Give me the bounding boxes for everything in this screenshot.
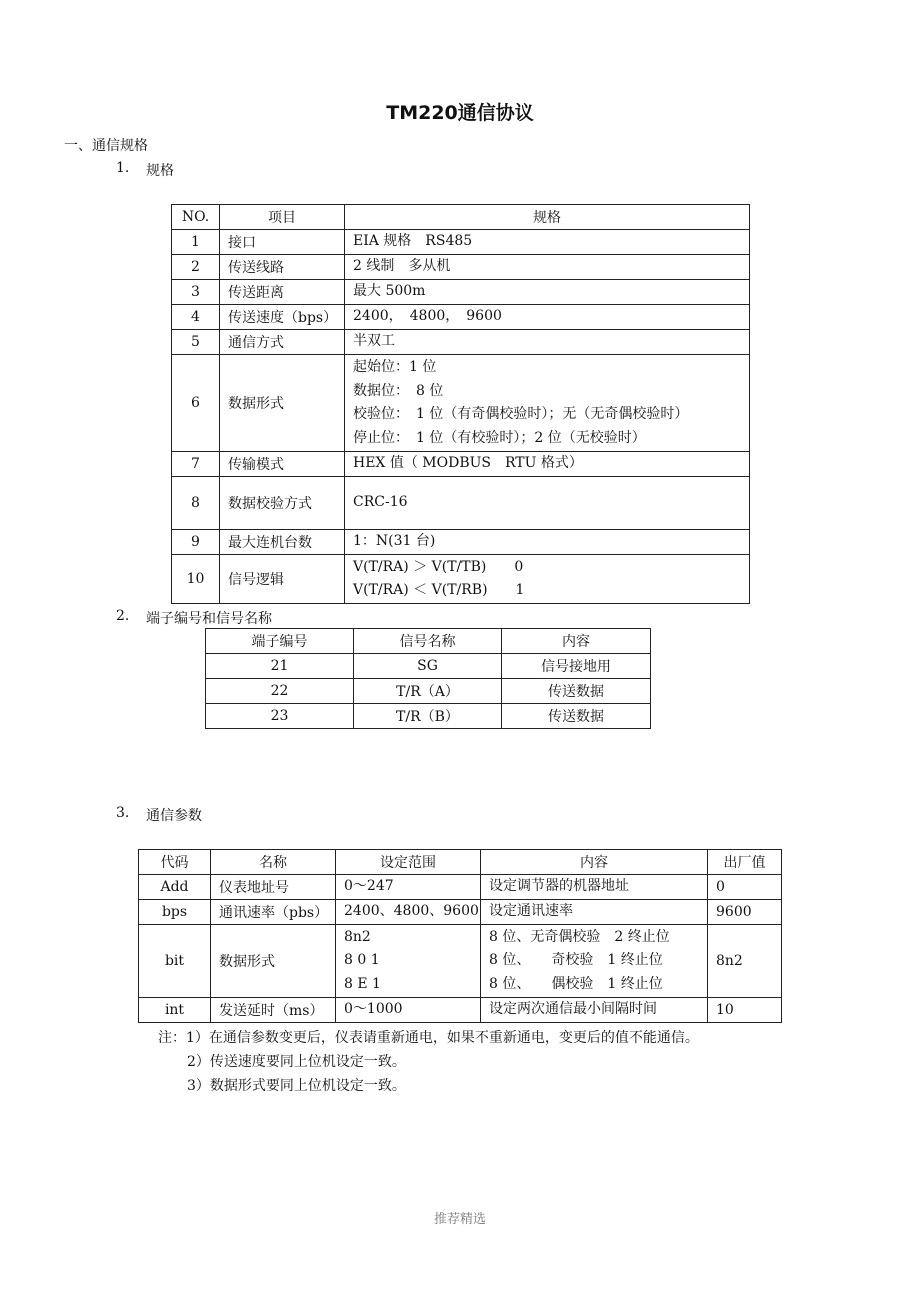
subsection-2-number: 2. <box>116 608 130 624</box>
row-number: 9 <box>172 530 220 555</box>
table-row <box>139 875 782 900</box>
param-content <box>481 998 708 1023</box>
param-range <box>336 900 481 925</box>
spec-value <box>345 330 750 355</box>
content-line: 8 位、无奇偶校验 2 终止位 <box>489 928 670 945</box>
param-content <box>481 925 708 998</box>
content-line: 8 位、 奇校验 1 终止位 <box>489 952 663 969</box>
signal-content: 传送数据 <box>502 704 651 729</box>
param-content <box>481 875 708 900</box>
item-name: 传送速度（bps） <box>220 305 345 330</box>
table-row <box>172 477 750 530</box>
param-table-header <box>139 850 782 875</box>
header-cell: 代码 <box>139 850 211 875</box>
header-cell: 出厂值 <box>708 850 782 875</box>
page-footer: 推荐精选 <box>433 1212 486 1227</box>
page-title: TM220通信协议 <box>386 102 534 124</box>
table-row <box>172 530 750 555</box>
param-range <box>336 998 481 1023</box>
table-row <box>172 230 750 255</box>
terminal-number: 23 <box>206 704 354 729</box>
spec-table-header <box>172 205 750 230</box>
param-default: 8n2 <box>708 925 782 998</box>
spec-value <box>345 477 750 530</box>
table-row <box>172 330 750 355</box>
item-name: 传输模式 <box>220 452 345 477</box>
content-line: 设定通讯速率 <box>489 903 573 920</box>
row-number: 3 <box>172 280 220 305</box>
header-cell: 信号名称 <box>354 629 502 654</box>
range-line: 8n2 <box>344 928 371 945</box>
spec-line: 停止位： 1 位（有校验时）；2 位（无校验时） <box>353 429 646 446</box>
subsection-1-number: 1. <box>116 160 130 176</box>
section-heading-communication-spec: 一、通信规格 <box>64 138 148 154</box>
signal-name: T/R（B） <box>354 704 502 729</box>
subsection-3-title: 通信参数 <box>146 808 202 824</box>
item-name: 数据形式 <box>220 355 345 452</box>
spec-value <box>345 452 750 477</box>
range-line: 2400、4800、9600 <box>344 903 479 920</box>
param-content <box>481 900 708 925</box>
spec-line: 1：N(31 台) <box>353 533 436 550</box>
item-name: 传送线路 <box>220 255 345 280</box>
param-table <box>138 849 782 1023</box>
range-line: 0～1000 <box>344 1001 403 1018</box>
spec-line: 校验位： 1 位（有奇偶校验时）；无（无奇偶校验时） <box>353 406 689 422</box>
spec-line: V(T/RA) ＜ V(T/RB) 1 <box>353 582 525 598</box>
param-code: bps <box>139 900 211 925</box>
param-name: 数据形式 <box>211 925 336 998</box>
range-line: 0～247 <box>344 878 394 895</box>
item-name: 信号逻辑 <box>220 555 345 604</box>
header-cell: 内容 <box>502 629 651 654</box>
table-row <box>172 555 750 604</box>
param-code: bit <box>139 925 211 998</box>
item-name: 传送距离 <box>220 280 345 305</box>
terminal-table <box>205 628 651 729</box>
spec-line: 2400， 4800， 9600 <box>353 308 502 325</box>
terminal-table-header <box>206 629 651 654</box>
note-2: 2）传送速度要同上位机设定一致。 <box>187 1054 406 1070</box>
row-number: 2 <box>172 255 220 280</box>
subsection-2-title: 端子编号和信号名称 <box>146 611 272 627</box>
spec-table <box>171 204 750 604</box>
spec-value <box>345 230 750 255</box>
row-number: 10 <box>172 555 220 604</box>
range-line: 8 0 1 <box>344 952 380 969</box>
row-number: 4 <box>172 305 220 330</box>
table-row <box>172 355 750 452</box>
row-number: 6 <box>172 355 220 452</box>
spec-line: 2 线制 多从机 <box>353 258 451 275</box>
item-name: 数据校验方式 <box>220 477 345 530</box>
table-row <box>172 280 750 305</box>
signal-name: SG <box>354 654 502 679</box>
header-cell: 内容 <box>481 850 708 875</box>
item-name: 接口 <box>220 230 345 255</box>
spec-line: 半双工 <box>353 333 395 350</box>
header-cell: 规格 <box>345 205 750 230</box>
table-row <box>206 654 651 679</box>
item-name: 通信方式 <box>220 330 345 355</box>
range-line: 8 E 1 <box>344 975 381 992</box>
row-number: 7 <box>172 452 220 477</box>
param-range <box>336 875 481 900</box>
spec-value <box>345 530 750 555</box>
note-1: 注：1）在通信参数变更后，仪表请重新通电，如果不重新通电，变更后的值不能通信。 <box>158 1030 699 1046</box>
terminal-number: 21 <box>206 654 354 679</box>
signal-name: T/R（A） <box>354 679 502 704</box>
spec-value <box>345 355 750 452</box>
subsection-1-title: 规格 <box>146 163 174 179</box>
spec-line: HEX 值（ MODBUS RTU 格式） <box>353 455 583 472</box>
spec-value <box>345 555 750 604</box>
param-name: 仪表地址号 <box>211 875 336 900</box>
spec-line: CRC-16 <box>353 494 408 511</box>
content-line: 设定两次通信最小间隔时间 <box>489 1001 657 1018</box>
param-name: 发送延时（ms） <box>211 998 336 1023</box>
spec-value <box>345 305 750 330</box>
signal-content: 信号接地用 <box>502 654 651 679</box>
param-default: 10 <box>708 998 782 1023</box>
table-row <box>172 452 750 477</box>
spec-line: 数据位： 8 位 <box>353 382 444 399</box>
header-cell: 名称 <box>211 850 336 875</box>
spec-line: 最大 500m <box>353 283 426 300</box>
table-row <box>172 255 750 280</box>
content-line: 8 位、 偶校验 1 终止位 <box>489 975 663 992</box>
table-row <box>139 900 782 925</box>
item-name: 最大连机台数 <box>220 530 345 555</box>
param-code: int <box>139 998 211 1023</box>
param-code: Add <box>139 875 211 900</box>
signal-content: 传送数据 <box>502 679 651 704</box>
spec-line: EIA 规格 RS485 <box>353 233 473 250</box>
spec-line: V(T/RA) ＞ V(T/TB) 0 <box>353 558 524 575</box>
row-number: 8 <box>172 477 220 530</box>
table-row <box>206 679 651 704</box>
terminal-number: 22 <box>206 679 354 704</box>
row-number: 5 <box>172 330 220 355</box>
content-line: 设定调节器的机器地址 <box>489 878 629 895</box>
table-row <box>206 704 651 729</box>
spec-line: 起始位：1 位 <box>353 359 437 375</box>
table-row <box>139 998 782 1023</box>
table-row <box>139 925 782 998</box>
spec-value <box>345 255 750 280</box>
param-range <box>336 925 481 998</box>
row-number: 1 <box>172 230 220 255</box>
spec-value <box>345 280 750 305</box>
header-cell: NO. <box>172 205 220 230</box>
header-cell: 设定范围 <box>336 850 481 875</box>
subsection-3-number: 3. <box>116 805 130 821</box>
header-cell: 端子编号 <box>206 629 354 654</box>
header-cell: 项目 <box>220 205 345 230</box>
note-3: 3）数据形式要同上位机设定一致。 <box>187 1078 406 1094</box>
table-row <box>172 305 750 330</box>
param-default: 9600 <box>708 900 782 925</box>
param-default: 0 <box>708 875 782 900</box>
param-name: 通讯速率（pbs） <box>211 900 336 925</box>
